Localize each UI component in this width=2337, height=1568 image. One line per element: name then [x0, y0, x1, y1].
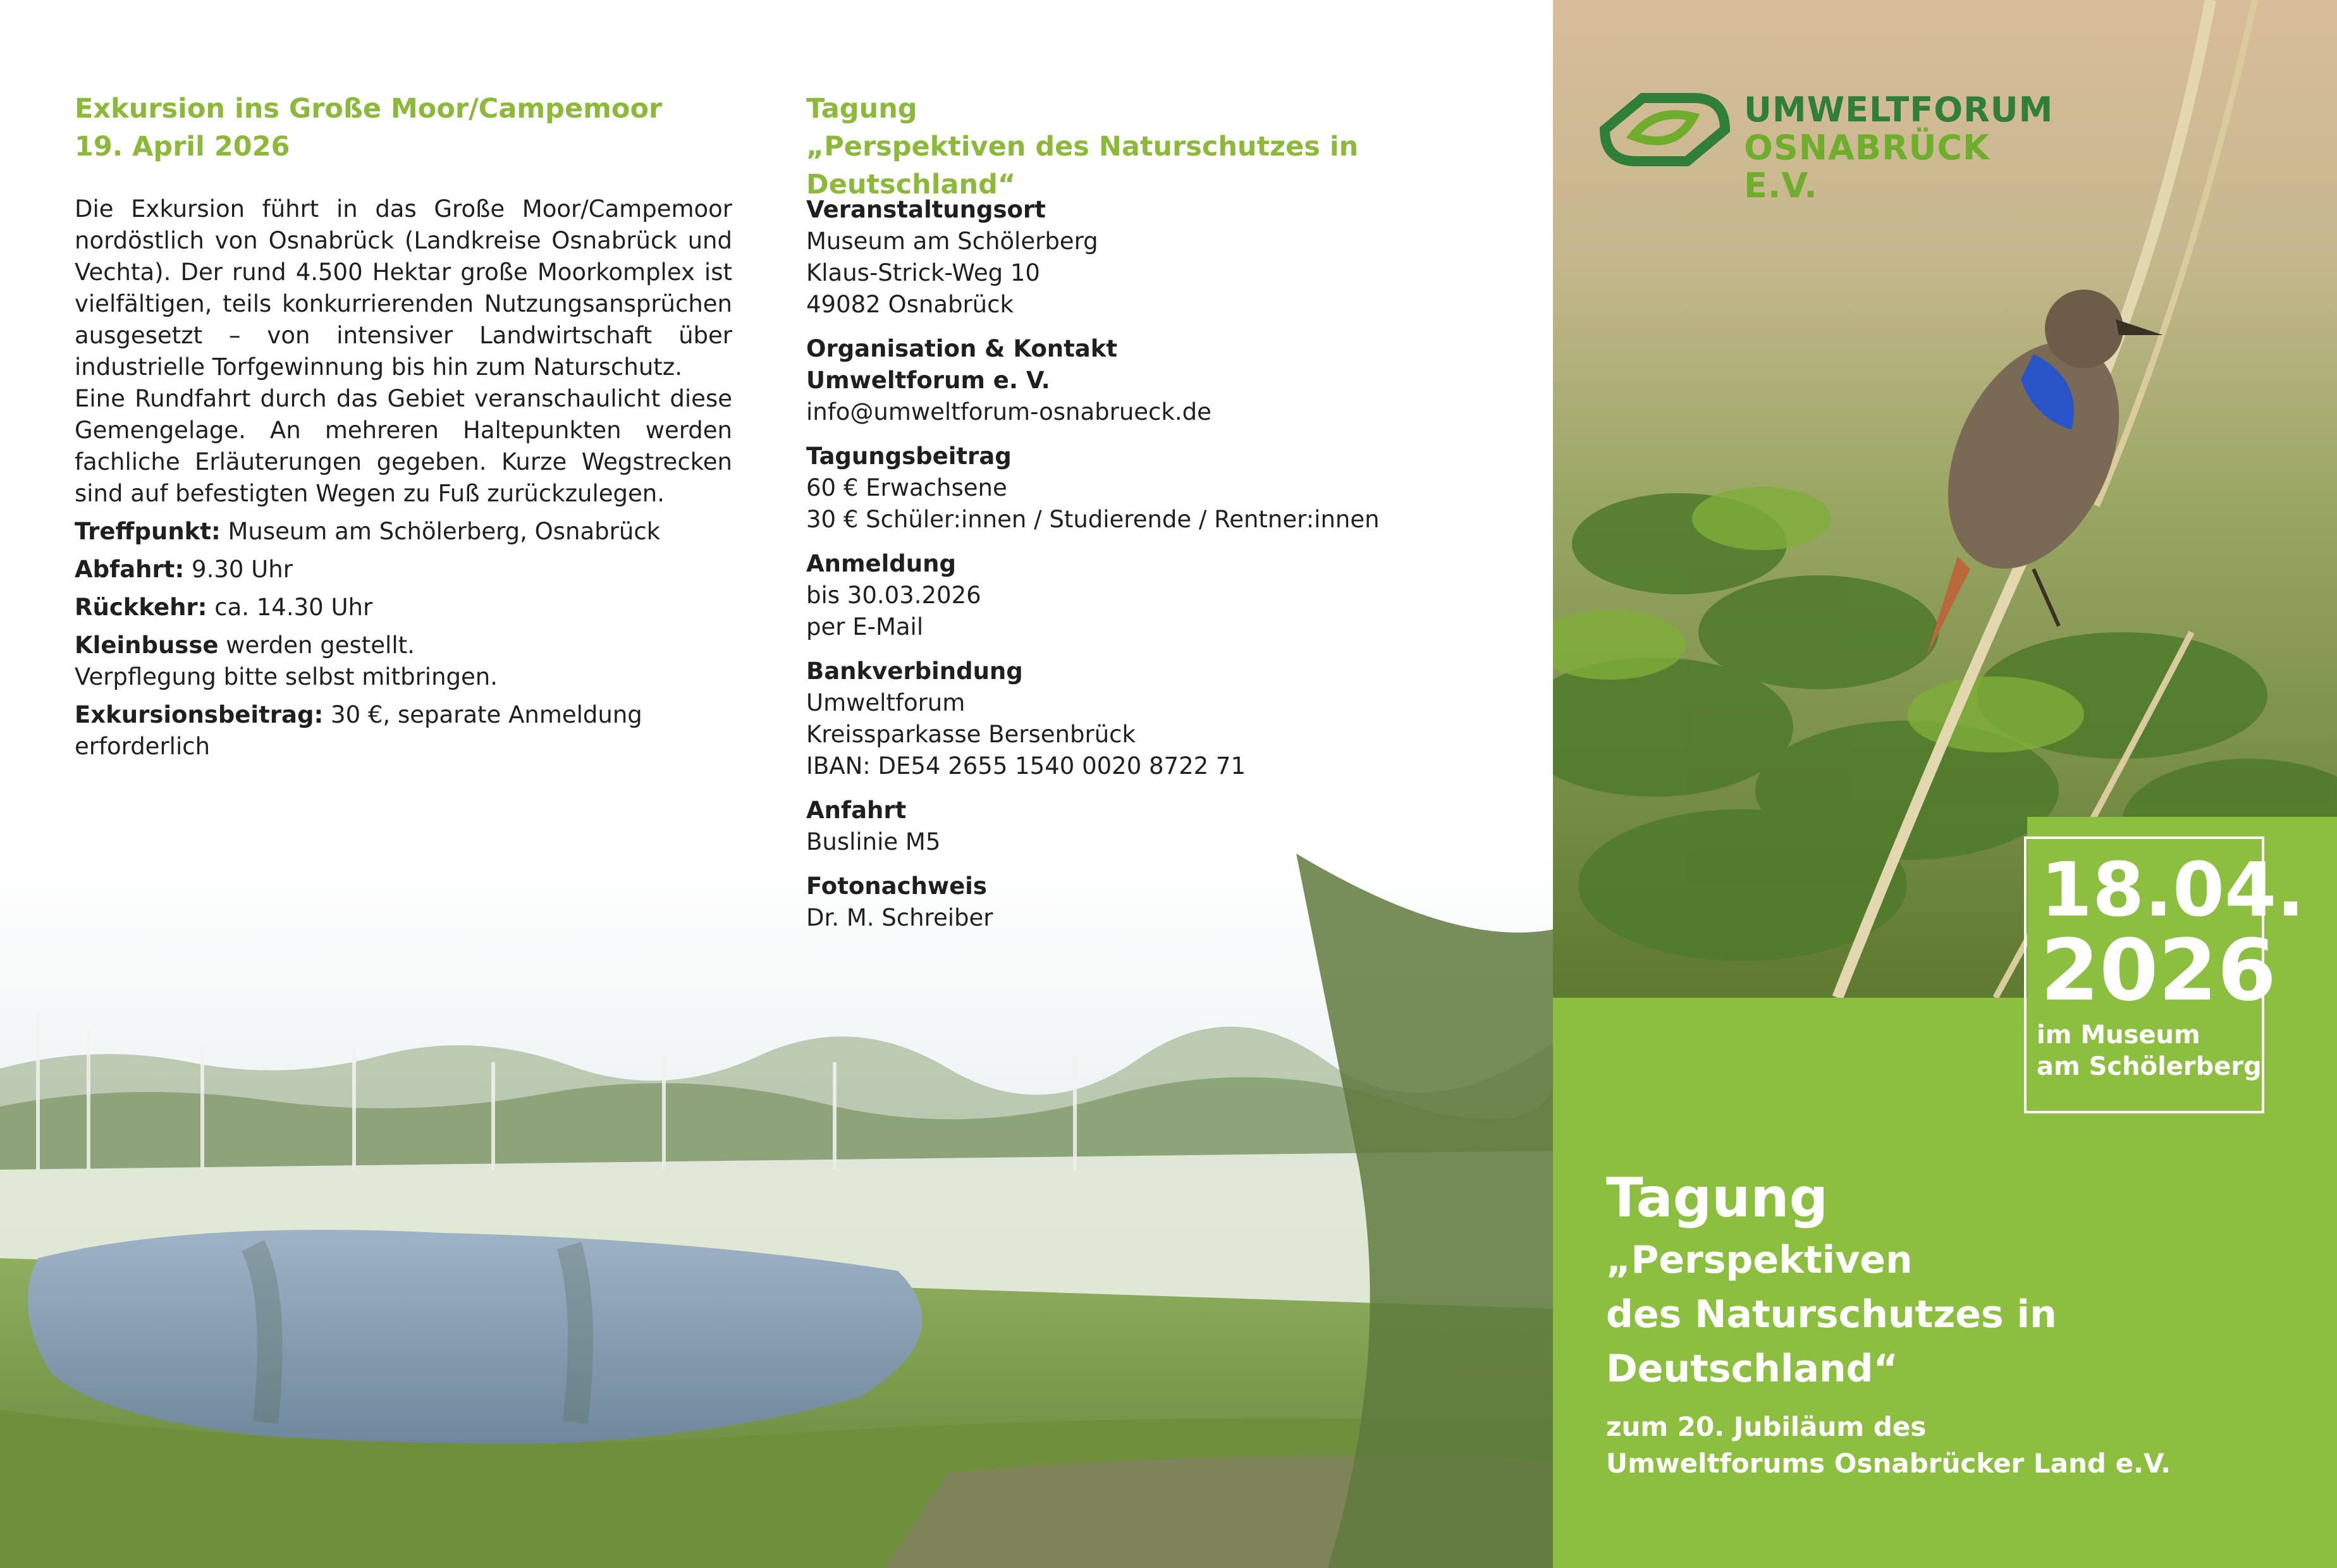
excursion-paragraph: Die Exkursion führt in das Große Moor/Campemoor nordöstlich von Osnabrück (Landkreise Osnabrück und Vechta). Der rund 4.500 Hektar große Moorkomplex ist vielfältigen, teils konkurrierenden Nutzungsansprüchen ausgesetzt – von intensiver Landwirtschaft über industrielle Torfgewinnung bis hin zum Naturschutz. — [75, 195, 732, 381]
info-block — [806, 656, 1514, 782]
info-line: Kreissparkasse Bersenbrück — [806, 721, 1136, 748]
return-value: ca. 14.30 Uhr — [207, 594, 373, 621]
fee-value: 30 €, separate Anmeldung erforderlich — [75, 701, 642, 760]
place-line1: im Museum — [2037, 1020, 2200, 1050]
cover-text — [1606, 1163, 2314, 1482]
return — [75, 592, 732, 623]
info-line: per E-Mail — [806, 613, 924, 640]
fee-label: Exkursionsbeitrag: — [75, 701, 324, 728]
info-line: Museum am Schölerberg — [806, 228, 1098, 255]
excursion-title-line1: Exkursion ins Große Moor/Campemoor — [75, 93, 663, 125]
excursion-date: 19. April 2026 — [75, 131, 290, 162]
excursion-fee — [75, 699, 732, 763]
bus-note — [75, 630, 732, 661]
info-block — [806, 441, 1514, 536]
cover-heading: Tagung — [1606, 1167, 1829, 1230]
date-day: 18.04. — [2040, 846, 2305, 933]
bus-label: Kleinbusse — [75, 632, 219, 659]
departure-label: Abfahrt: — [75, 556, 185, 583]
meeting-point — [75, 516, 732, 548]
info-label: Bankverbindung — [806, 658, 1023, 685]
info-line: Umweltforum e. V. — [806, 367, 1050, 394]
cover-occasion-line2: Umweltforums Osnabrücker Land e.V. — [1606, 1448, 2171, 1479]
logo-text-line2: OSNABRÜCK E.V. — [1744, 128, 1990, 205]
info-label: Veranstaltungsort — [806, 196, 1046, 223]
food-note: Verpflegung bitte selbst mitbringen. — [75, 663, 498, 690]
bus-value: werden gestellt. — [218, 632, 415, 659]
date-place — [2037, 1019, 2262, 1082]
departure-value: 9.30 Uhr — [184, 556, 293, 583]
excursion-body — [75, 193, 732, 763]
moor-landscape-photo — [0, 854, 1553, 1568]
cover-occasion — [1606, 1409, 2314, 1482]
place-line2: am Schölerberg — [2037, 1052, 2262, 1081]
info-line: IBAN: DE54 2655 1540 0020 8722 71 — [806, 752, 1246, 780]
conference-title-line2: „Perspektiven des Naturschutzes in Deutschland“ — [806, 131, 1359, 200]
info-block — [806, 194, 1514, 321]
info-list — [806, 194, 1514, 946]
cover-subtitle — [1606, 1233, 2314, 1396]
info-block — [806, 333, 1514, 428]
date-year: 2026 — [2040, 921, 2276, 1020]
return-label: Rückkehr: — [75, 594, 207, 621]
cover-subtitle-line1: „Perspektiven — [1606, 1238, 1913, 1282]
cover-subtitle-line2: des Naturschutzes in Deutschland“ — [1606, 1292, 2057, 1391]
info-block — [806, 795, 1514, 858]
info-line: Klaus-Strick-Weg 10 — [806, 259, 1040, 286]
info-line: Dr. M. Schreiber — [806, 904, 993, 931]
info-label: Anfahrt — [806, 797, 907, 824]
conference-title-line1: Tagung — [806, 93, 917, 125]
info-line: 60 € Erwachsene — [806, 474, 1007, 501]
departure — [75, 554, 732, 585]
meeting-value: Museum am Schölerberg, Osnabrück — [220, 518, 661, 545]
cover-occasion-line1: zum 20. Jubiläum des — [1606, 1411, 1927, 1442]
info-block — [806, 548, 1514, 643]
info-label: Tagungsbeitrag — [806, 443, 1012, 470]
info-label: Anmeldung — [806, 550, 956, 577]
cover-panel — [1553, 0, 2337, 1568]
umweltforum-logo — [1598, 89, 2066, 205]
info-label: Organisation & Kontakt — [806, 335, 1118, 362]
info-label: Fotonachweis — [806, 873, 987, 900]
info-line: bis 30.03.2026 — [806, 582, 981, 609]
meeting-label: Treffpunkt: — [75, 518, 221, 545]
conference-title — [806, 90, 1514, 204]
excursion-paragraph: Eine Rundfahrt durch das Gebiet veranschaulicht diese Gemengelage. An mehreren Haltepunkten werden fachliche Erläuterungen gegeben. Kurze Wegstrecken sind auf befestigten Wegen zu Fuß zurückzulegen. — [75, 385, 732, 507]
info-line: 49082 Osnabrück — [806, 291, 1014, 318]
info-block — [806, 871, 1514, 934]
info-line: Umweltforum — [806, 689, 966, 716]
leaf-logo-icon — [1598, 89, 1738, 171]
info-line: Buslinie M5 — [806, 828, 941, 855]
date-box — [2024, 836, 2305, 1113]
info-line: 30 € Schüler:innen / Studierende / Rentner:innen — [806, 506, 1380, 533]
logo-text-line1: UMWELTFORUM — [1744, 90, 2054, 130]
excursion-title — [75, 90, 662, 166]
info-line[interactable]: info@umweltforum-osnabrueck.de — [806, 398, 1211, 426]
